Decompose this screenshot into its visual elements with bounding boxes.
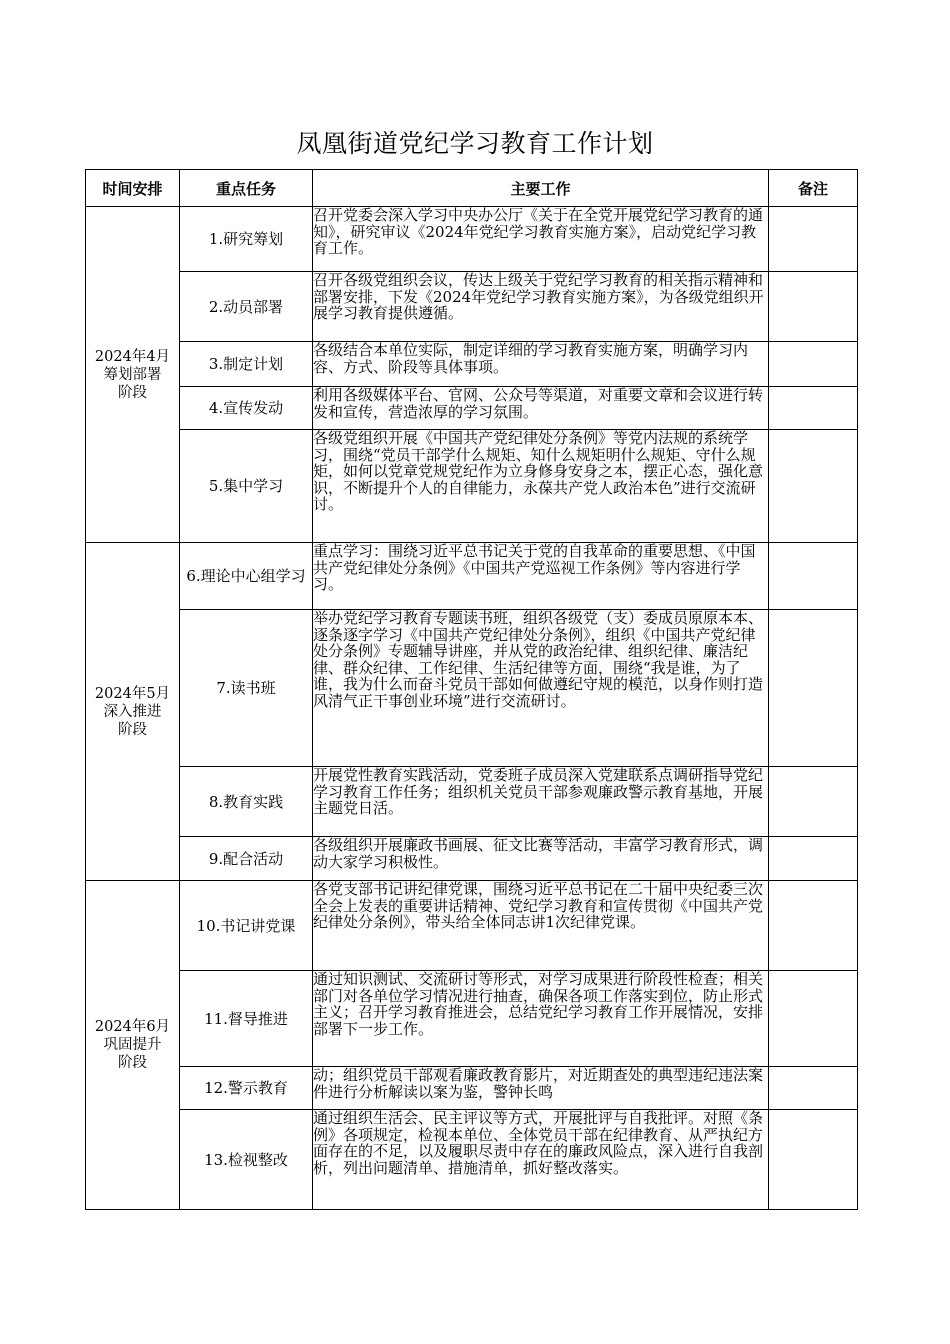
work-cell: 动；组织党员干部观看廉政教育影片，对近期查处的典型违纪违法案件进行分析解读以案为鉴，警钟长鸣 — [313, 1067, 769, 1110]
header-work: 主要工作 — [313, 170, 769, 207]
note-cell — [769, 387, 858, 430]
table-row — [86, 837, 858, 881]
table-row — [86, 610, 858, 767]
work-cell: 各党支部书记讲纪律党课，围绕习近平总书记在二十届中央纪委三次全会上发表的重要讲话精神、党纪学习教育和宣传贯彻《中国共产党纪律处分条例》，带头给全体同志讲1次纪律党课。 — [313, 881, 769, 971]
note-cell — [769, 430, 858, 543]
phase-label: 2024年4月 筹划部署 阶段 — [86, 207, 180, 543]
work-cell: 利用各级媒体平台、官网、公众号等渠道，对重要文章和会议进行转发和宣传，营造浓厚的学习氛围。 — [313, 387, 769, 430]
note-cell — [769, 543, 858, 610]
note-cell — [769, 342, 858, 387]
table-row — [86, 387, 858, 430]
table-row — [86, 767, 858, 837]
table-row — [86, 430, 858, 543]
table-row — [86, 881, 858, 971]
note-cell — [769, 837, 858, 881]
table-header-row — [86, 170, 858, 207]
task-cell: 7.读书班 — [180, 610, 313, 767]
note-cell — [769, 881, 858, 971]
phase-label: 2024年5月 深入推进 阶段 — [86, 543, 180, 881]
table-row — [86, 342, 858, 387]
work-cell: 举办党纪学习教育专题读书班，组织各级党（支）委成员原原本本、逐条逐字学习《中国共产党纪律处分条例》，组织《中国共产党纪律处分条例》专题辅导讲座，并从党的政治纪律、组织纪律、廉洁纪律、群众纪律、工作纪律、生活纪律等方面，围绕“我是谁，为了谁，我为什么而奋斗党员干部如何做遵纪守规的模范，以身作则打造风清气正干事创业环境”进行交流研讨。 — [313, 610, 769, 767]
note-cell — [769, 1067, 858, 1110]
task-cell: 10.书记讲党课 — [180, 881, 313, 971]
note-cell — [769, 1110, 858, 1210]
task-cell: 4.宣传发动 — [180, 387, 313, 430]
task-cell: 3.制定计划 — [180, 342, 313, 387]
header-task: 重点任务 — [180, 170, 313, 207]
plan-table — [85, 169, 858, 1210]
work-cell: 重点学习：围绕习近平总书记关于党的自我革命的重要思想、《中国共产党纪律处分条例》《中国共产党巡视工作条例》等内容进行学习。 — [313, 543, 769, 610]
task-cell: 9.配合活动 — [180, 837, 313, 881]
table-body — [86, 207, 858, 1210]
note-cell — [769, 272, 858, 342]
task-cell: 8.教育实践 — [180, 767, 313, 837]
work-cell: 通过知识测试、交流研讨等形式，对学习成果进行阶段性检查；相关部门对各单位学习情况进行抽查，确保各项工作落实到位，防止形式主义；召开学习教育推进会，总结党纪学习教育工作开展情况，安排部署下一步工作。 — [313, 971, 769, 1067]
table-row — [86, 1110, 858, 1210]
work-cell: 通过组织生活会、民主评议等方式，开展批评与自我批评。对照《条例》各项规定，检视本单位、全体党员干部在纪律教育、从严执纪方面存在的不足，以及履职尽责中存在的廉政风险点，深入进行自我剖析，列出问题清单、措施清单，抓好整改落实。 — [313, 1110, 769, 1210]
table-row — [86, 272, 858, 342]
work-cell: 召开各级党组织会议，传达上级关于党纪学习教育的相关指示精神和部署安排，下发《2024年党纪学习教育实施方案》，为各级党组织开展学习教育提供遵循。 — [313, 272, 769, 342]
task-cell: 11.督导推进 — [180, 971, 313, 1067]
note-cell — [769, 207, 858, 272]
task-cell: 2.动员部署 — [180, 272, 313, 342]
work-cell: 各级党组织开展《中国共产党纪律处分条例》等党内法规的系统学习，围绕“党员干部学什么规矩、知什么规矩明什么规矩、守什么规矩，如何以党章党规党纪作为立身修身安身之本，摆正心态，强化意识，不断提升个人的自律能力，永葆共产党人政治本色”进行交流研讨。 — [313, 430, 769, 543]
table-row — [86, 971, 858, 1067]
work-cell: 各级结合本单位实际，制定详细的学习教育实施方案，明确学习内容、方式、阶段等具体事项。 — [313, 342, 769, 387]
table-row — [86, 207, 858, 272]
work-cell: 各级组织开展廉政书画展、征文比赛等活动，丰富学习教育形式，调动大家学习积极性。 — [313, 837, 769, 881]
note-cell — [769, 767, 858, 837]
page-title: 凤凰街道党纪学习教育工作计划 — [296, 129, 654, 158]
task-cell: 12.警示教育 — [180, 1067, 313, 1110]
work-cell: 召开党委会深入学习中央办公厅《关于在全党开展党纪学习教育的通知》，研究审议《2024年党纪学习教育实施方案》，启动党纪学习教育工作。 — [313, 207, 769, 272]
note-cell — [769, 971, 858, 1067]
task-cell: 6.理论中心组学习 — [180, 543, 313, 610]
header-note: 备注 — [769, 170, 858, 207]
work-cell: 开展党性教育实践活动，党委班子成员深入党建联系点调研指导党纪学习教育工作任务；组织机关党员干部参观廉政警示教育基地，开展主题党日活。 — [313, 767, 769, 837]
table-row — [86, 1067, 858, 1110]
task-cell: 1.研究筹划 — [180, 207, 313, 272]
task-cell: 5.集中学习 — [180, 430, 313, 543]
header-time: 时间安排 — [86, 170, 180, 207]
table-row — [86, 543, 858, 610]
phase-label: 2024年6月 巩固提升 阶段 — [86, 881, 180, 1210]
task-cell: 13.检视整改 — [180, 1110, 313, 1210]
note-cell — [769, 610, 858, 767]
